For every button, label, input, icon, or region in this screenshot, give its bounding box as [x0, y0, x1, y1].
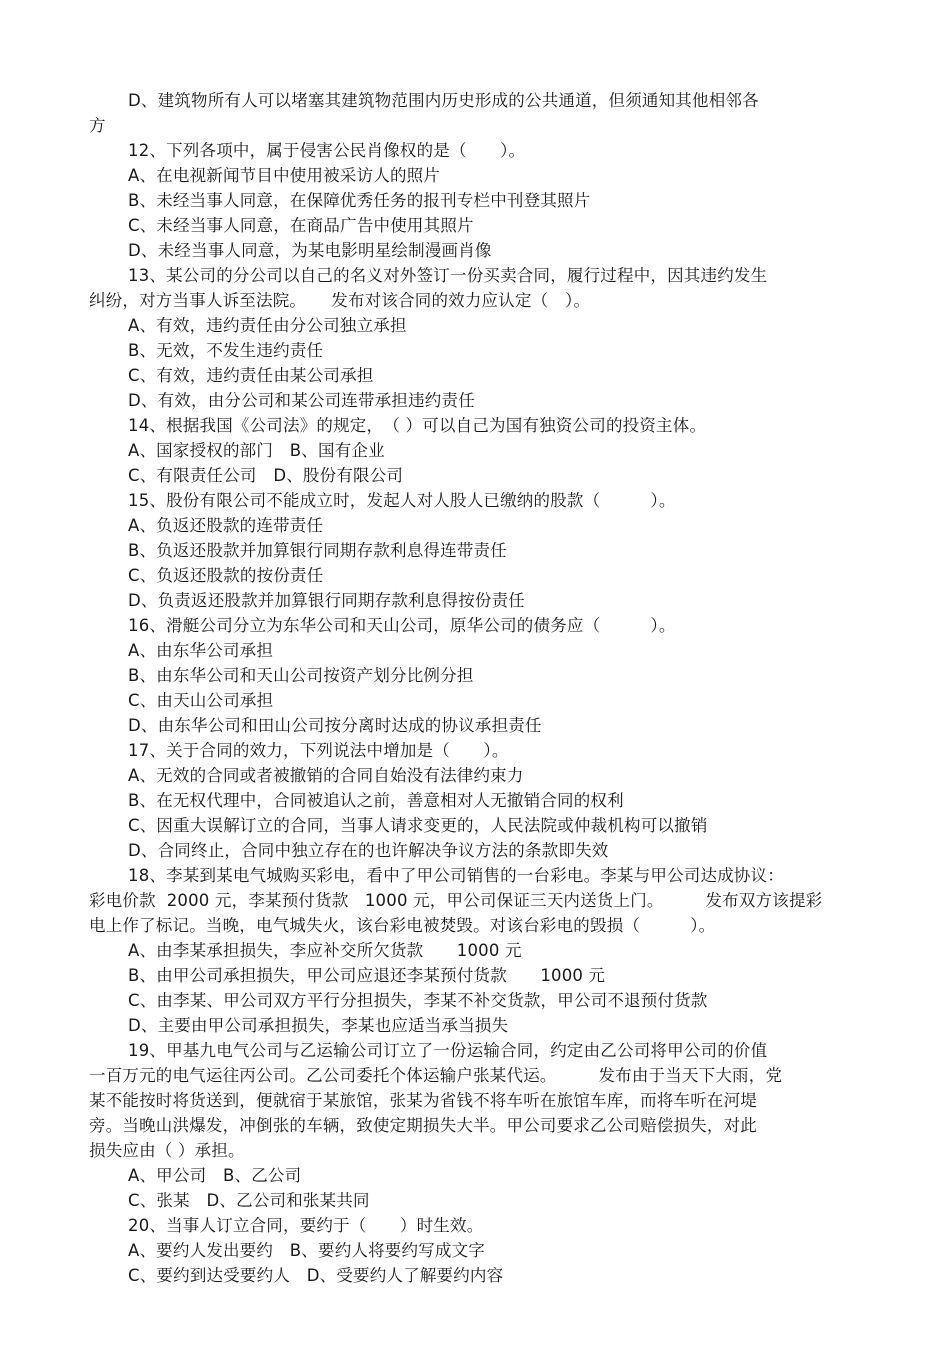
question-19-line1: 19、甲基九电气公司与乙运输公司订立了一份运输合同，约定由乙公司将甲公司的价值 [128, 1041, 768, 1060]
option-14ab: A、国家授权的部门 B、国有企业 [128, 441, 385, 460]
option-19cd: C、张某 D、乙公司和张某共同 [128, 1191, 370, 1210]
question-20: 20、当事人订立合同，要约于（ ）时生效。 [128, 1216, 484, 1235]
option-15d: D、负责返还股款并加算银行同期存款利息得按份责任 [128, 591, 526, 610]
option-20cd: C、要约到达受要约人 D、受要约人了解要约内容 [128, 1266, 504, 1285]
question-14: 14、根据我国《公司法》的规定， （ ）可以自己为国有独资公司的投资主体。 [128, 416, 707, 435]
option-11d-line2: 方 [89, 116, 106, 135]
option-17a: A、无效的合同或者被撤销的合同自始没有法律约束力 [128, 766, 524, 785]
option-16a: A、由东华公司承担 [128, 641, 274, 660]
option-16c: C、由天山公司承担 [128, 691, 274, 710]
question-19-line4: 旁。当晚山洪爆发，冲倒张的车辆，致使定期损失大半。甲公司要求乙公司赔偿损失，对此 [89, 1116, 757, 1135]
option-12d: D、未经当事人同意，为某电影明星绘制漫画肖像 [128, 241, 492, 260]
option-15c: C、负返还股款的按份责任 [128, 566, 324, 585]
option-18c: C、由李某、甲公司双方平行分担损失，李某不补交货款，甲公司不退预付货款 [128, 991, 708, 1010]
question-19-line3: 某不能按时将货送到，便就宿于某旅馆，张某为省钱不将车听在旅馆车库，而将车听在河堤 [89, 1091, 757, 1110]
question-13-line2: 纠纷，对方当事人诉至法院。 发布对该合同的效力应认定（ ）。 [89, 291, 591, 310]
question-18-line1: 18、李某到某电气城购买彩电，看中了甲公司销售的一台彩电。李某与甲公司达成协议： [128, 866, 784, 885]
option-13d: D、有效，由分公司和某公司连带承担违约责任 [128, 391, 475, 410]
option-15b: B、负返还股款并加算银行同期存款利息得连带责任 [128, 541, 507, 560]
option-16d: D、由东华公司和田山公司按分离时达成的协议承担责任 [128, 716, 542, 735]
option-18d: D、主要由甲公司承担损失，李某也应适当承当损失 [128, 1016, 509, 1035]
option-12a: A、在电视新闻节目中使用被采访人的照片 [128, 166, 441, 185]
question-13-line1: 13、某公司的分公司以自己的名义对外签订一份买卖合同，履行过程中，因其违约发生 [128, 266, 768, 285]
question-18-line2: 彩电价款 2000 元，李某预付货款 1000 元，甲公司保证三天内送货上门。 发布双方该提彩 [89, 891, 823, 910]
question-18-line3: 电上作了标记。当晚，电气城失火，该台彩电被焚毁。对该台彩电的毁损（ ）。 [89, 916, 716, 935]
question-19-line5: 损失应由（ ）承担。 [89, 1141, 245, 1160]
option-17b: B、在无权代理中，合同被追认之前，善意相对人无撤销合同的权利 [128, 791, 624, 810]
option-13b: B、无效，不发生违约责任 [128, 341, 324, 360]
option-18a: A、由李某承担损失，李应补交所欠货款 1000 元 [128, 941, 522, 960]
question-15: 15、股份有限公司不能成立时，发起人对人股人已缴纳的股款（ ）。 [128, 491, 676, 510]
option-16b: B、由东华公司和天山公司按资产划分比例分担 [128, 666, 474, 685]
option-18b: B、由甲公司承担损失，甲公司应退还李某预付货款 1000 元 [128, 966, 606, 985]
option-12b: B、未经当事人同意，在保障优秀任务的报刊专栏中刊登其照片 [128, 191, 591, 210]
question-12: 12、下列各项中，属于侵害公民肖像权的是（ ）。 [128, 141, 526, 160]
option-13c: C、有效，违约责任由某公司承担 [128, 366, 374, 385]
question-16: 16、滑艇公司分立为东华公司和天山公司，原华公司的债务应（ ）。 [128, 616, 676, 635]
option-13a: A、有效，违约责任由分公司独立承担 [128, 316, 407, 335]
option-14cd: C、有限责任公司 D、股份有限公司 [128, 466, 404, 485]
option-17d: D、合同终止，合同中独立存在的也许解决争议方法的条款即失效 [128, 841, 609, 860]
option-15a: A、负返还股款的连带责任 [128, 516, 324, 535]
question-17: 17、关于合同的效力，下列说法中增加是（ ）。 [128, 741, 509, 760]
option-12c: C、未经当事人同意，在商品广告中使用其照片 [128, 216, 474, 235]
option-20ab: A、要约人发出要约 B、要约人将要约写成文字 [128, 1241, 486, 1260]
question-19-line2: 一百万元的电气运往丙公司。乙公司委托个体运输户张某代运。 发布由于当天下大雨，党 [89, 1066, 783, 1085]
option-17c: C、因重大误解订立的合同，当事人请求变更的，人民法院或仲裁机构可以撤销 [128, 816, 708, 835]
option-19ab: A、甲公司 B、乙公司 [128, 1166, 302, 1185]
option-11d-line1: D、建筑物所有人可以堵塞其建筑物范围内历史形成的公共通道，但须通知其他相邻各 [128, 91, 759, 110]
